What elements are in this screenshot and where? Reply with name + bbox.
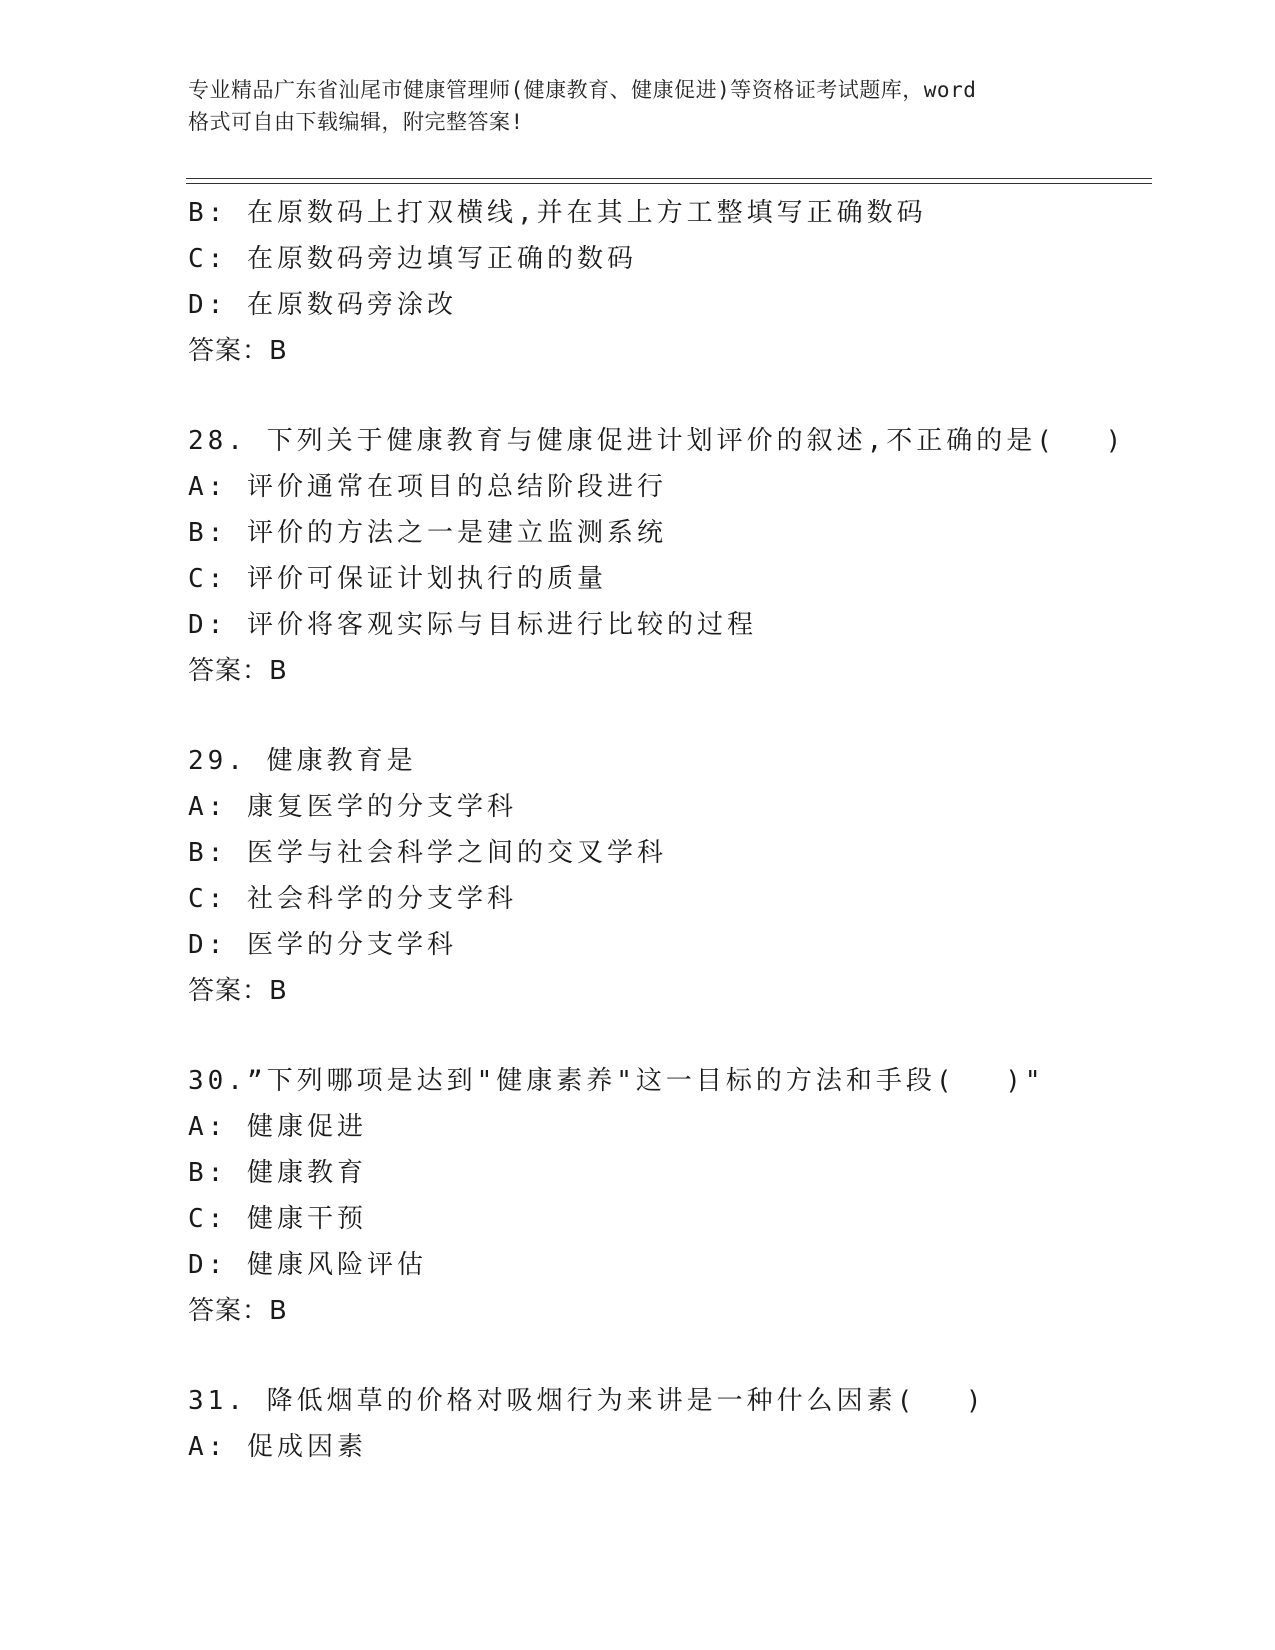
question-block bbox=[188, 738, 1188, 1014]
question-block bbox=[188, 418, 1188, 694]
answer-text: 答案：B bbox=[188, 1296, 288, 1326]
question-block bbox=[188, 1058, 1188, 1334]
question-block bbox=[188, 190, 1188, 374]
header-line-2: 格式可自由下载编辑，附完整答案! bbox=[188, 110, 524, 134]
document-header bbox=[188, 74, 1088, 138]
option-b: B: 医学与社会科学之间的交叉学科 bbox=[188, 838, 667, 868]
option-c: C: 社会科学的分支学科 bbox=[188, 884, 517, 914]
option-a: A: 促成因素 bbox=[188, 1432, 367, 1462]
question-text: 28. 下列关于健康教育与健康促进计划评价的叙述,不正确的是( ) bbox=[188, 426, 1126, 456]
option-d: D: 在原数码旁涂改 bbox=[188, 290, 457, 320]
question-block bbox=[188, 1378, 1188, 1470]
option-a: A: 评价通常在项目的总结阶段进行 bbox=[188, 472, 667, 502]
question-text: 31. 降低烟草的价格对吸烟行为来讲是一种什么因素( ) bbox=[188, 1386, 986, 1416]
header-line-1: 专业精品广东省汕尾市健康管理师(健康教育、健康促进)等资格证考试题库，word bbox=[188, 78, 977, 102]
option-a: A: 健康促进 bbox=[188, 1112, 367, 1142]
option-c: C: 健康干预 bbox=[188, 1204, 367, 1234]
option-b: B: 健康教育 bbox=[188, 1158, 367, 1188]
option-a: A: 康复医学的分支学科 bbox=[188, 792, 517, 822]
answer-text: 答案：B bbox=[188, 336, 288, 366]
option-d: D: 评价将客观实际与目标进行比较的过程 bbox=[188, 610, 757, 640]
option-c: C: 在原数码旁边填写正确的数码 bbox=[188, 244, 637, 274]
option-d: D: 医学的分支学科 bbox=[188, 930, 457, 960]
question-list bbox=[188, 190, 1188, 1470]
option-b: B: 评价的方法之一是建立监测系统 bbox=[188, 518, 667, 548]
answer-text: 答案：B bbox=[188, 656, 288, 686]
header-divider-bottom bbox=[186, 183, 1152, 184]
header-divider-top bbox=[186, 178, 1152, 179]
question-text: 29. 健康教育是 bbox=[188, 746, 417, 776]
answer-text: 答案：B bbox=[188, 976, 288, 1006]
option-d: D: 健康风险评估 bbox=[188, 1250, 427, 1280]
option-c: C: 评价可保证计划执行的质量 bbox=[188, 564, 607, 594]
question-text: 30.”下列哪项是达到"健康素养"这一目标的方法和手段( )" bbox=[188, 1066, 1045, 1096]
option-b: B: 在原数码上打双横线,并在其上方工整填写正确数码 bbox=[188, 198, 927, 228]
